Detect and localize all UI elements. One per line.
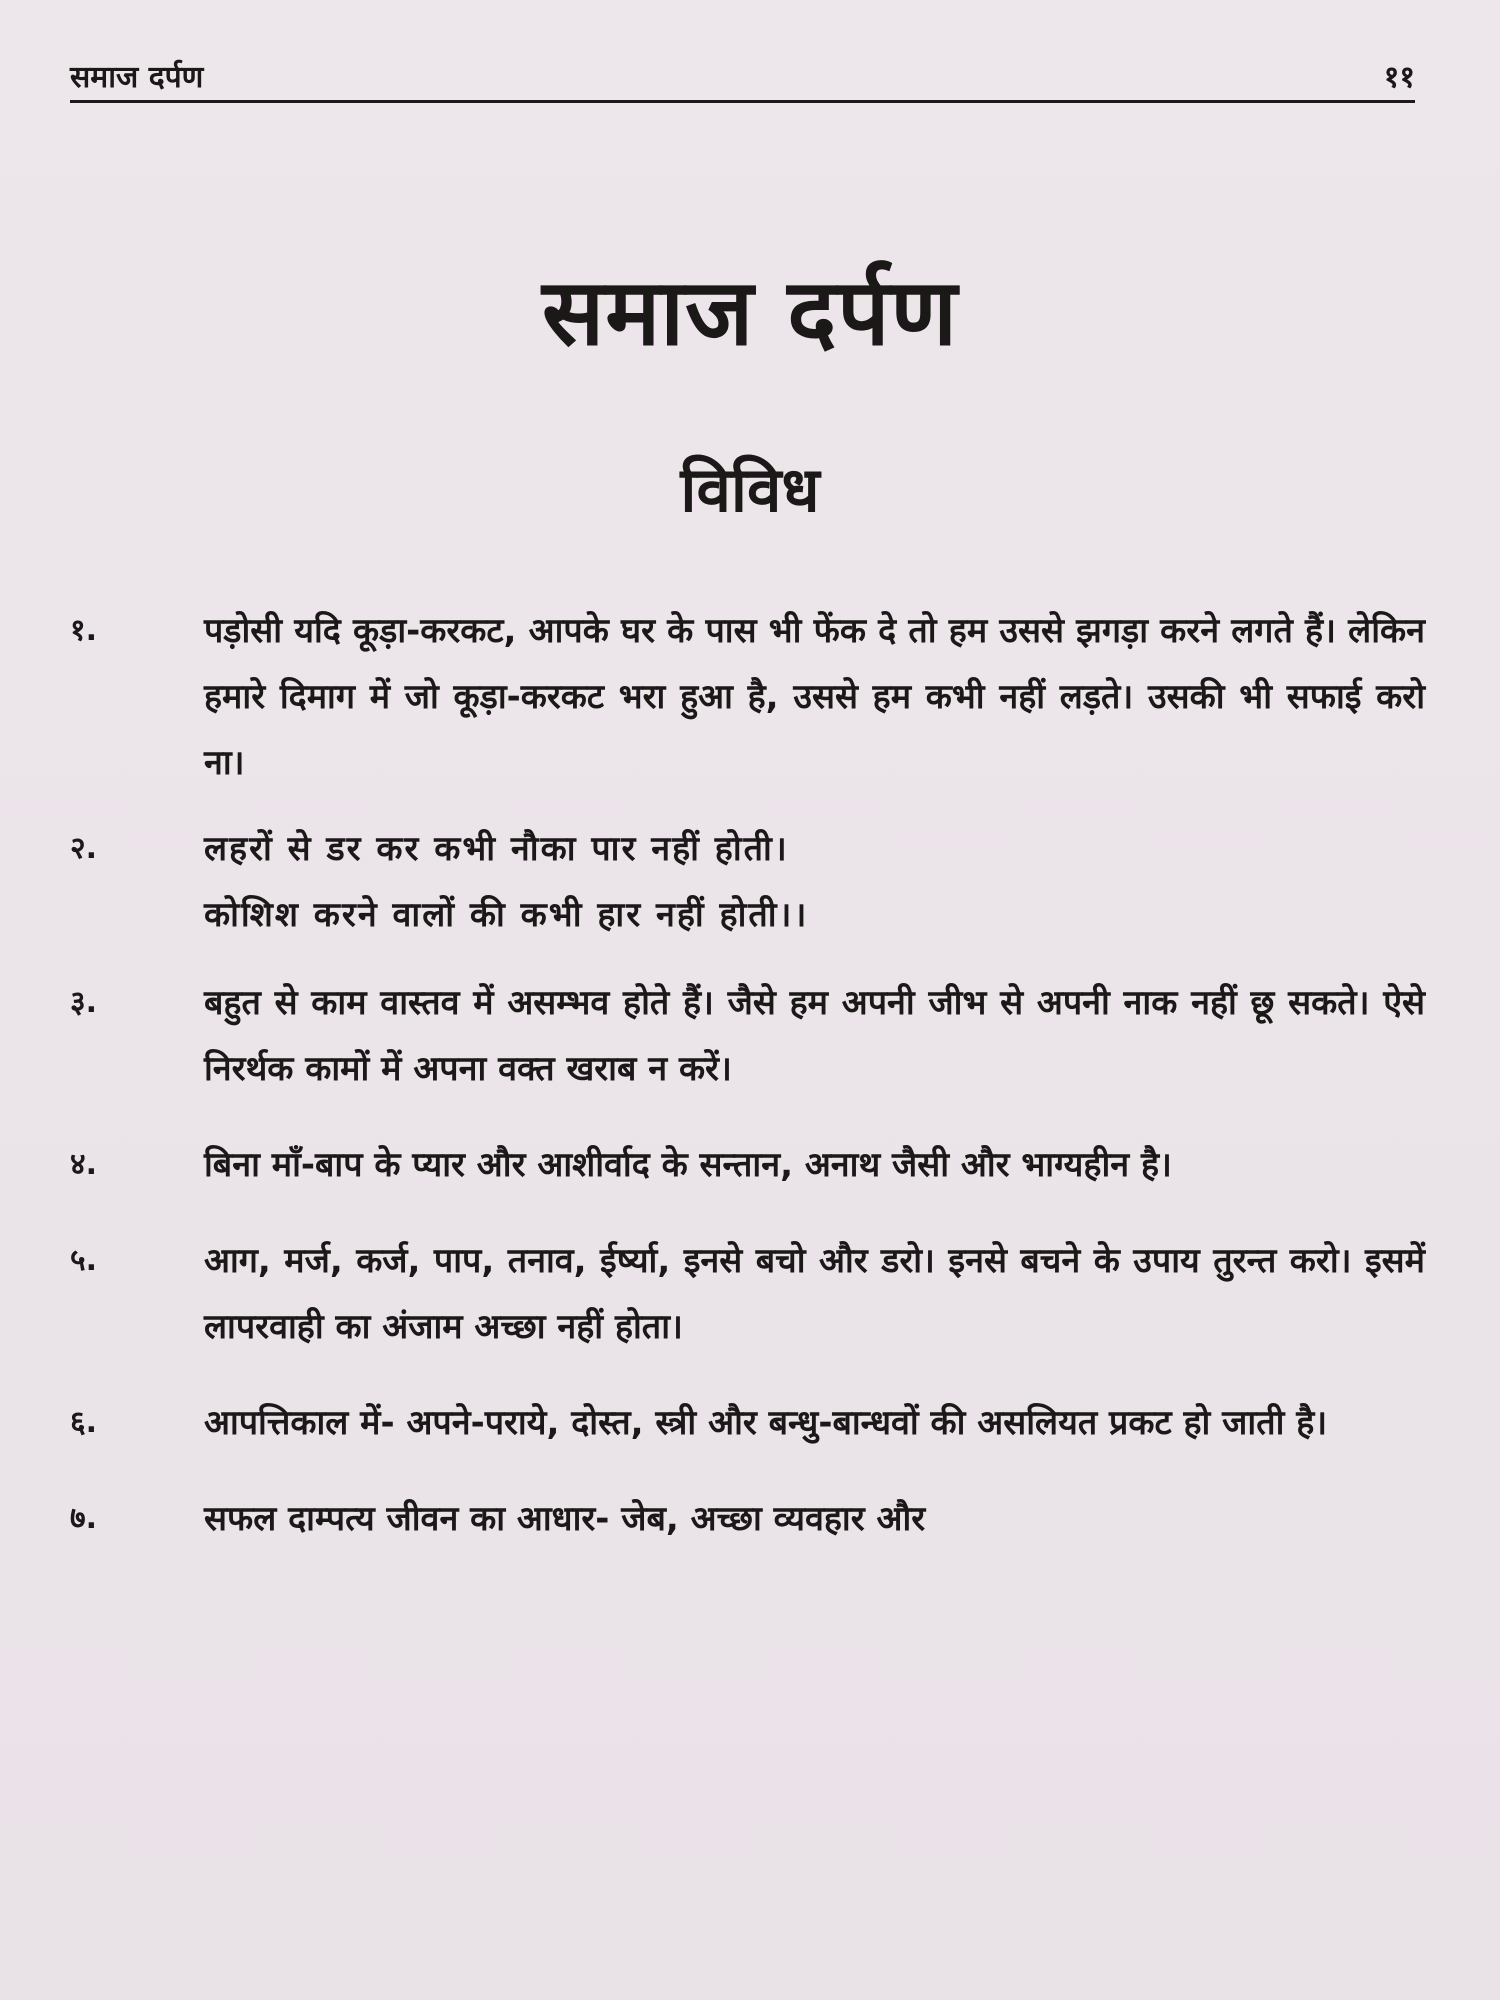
- entry-text: आग, मर्ज, कर्ज, पाप, तनाव, ईर्ष्या, इनसे बचो और डरो। इनसे बचने के उपाय तुरन्त करो। इसमें लापरवाही का अंजाम अच्छा नहीं होता।: [204, 1241, 1425, 1347]
- entry-list: [70, 598, 1425, 1552]
- entry-number: ४.: [70, 1147, 97, 1182]
- list-item: [70, 1390, 1425, 1456]
- entry-number: ३.: [70, 985, 97, 1020]
- entry-text: आपत्तिकाल में- अपने-पराये, दोस्त, स्त्री और बन्धु-बान्धवों की असलियत प्रकट हो जाती है।: [204, 1403, 1328, 1443]
- list-item: [70, 816, 1425, 948]
- entry-number: ५.: [70, 1243, 97, 1278]
- entry-number: ६.: [70, 1405, 97, 1440]
- entry-number: ७.: [70, 1501, 97, 1536]
- page-title: समाज दर्पण: [542, 259, 958, 366]
- page-number: ११: [1383, 60, 1415, 95]
- couplet-line: कोशिश करने वालों की कभी हार नहीं होती।।: [204, 895, 809, 935]
- entry-number: २.: [70, 831, 97, 866]
- entry-text: सफल दाम्पत्य जीवन का आधार- जेब, अच्छा व्यवहार और: [204, 1499, 926, 1539]
- entry-couplet: [204, 816, 1425, 948]
- entry-text: पड़ोसी यदि कूड़ा-करकट, आपके घर के पास भी फेंक दे तो हम उससे झगड़ा करने लगते हैं। लेकिन हमारे दिमाग में जो कूड़ा-करकट भरा हुआ है, उससे हम कभी नहीं लड़ते। उसकी भी सफाई करो ना।: [204, 611, 1425, 783]
- list-item: [70, 1228, 1425, 1360]
- running-title: समाज दर्पण: [70, 60, 204, 95]
- entry-text: बिना माँ-बाप के प्यार और आशीर्वाद के सन्तान, अनाथ जैसी और भाग्यहीन है।: [204, 1145, 1172, 1185]
- entry-text: बहुत से काम वास्तव में असम्भव होते हैं। जैसे हम अपनी जीभ से अपनी नाक नहीं छू सकते। ऐसे निरर्थक कामों में अपना वक्त खराब न करें।: [204, 983, 1425, 1089]
- section-subtitle: विविध: [680, 453, 820, 526]
- list-item: [70, 1132, 1425, 1198]
- entry-number: १.: [70, 613, 97, 648]
- list-item: [70, 598, 1425, 796]
- couplet-line: लहरों से डर कर कभी नौका पार नहीं होती।: [204, 829, 789, 869]
- running-header: [70, 58, 1415, 103]
- list-item: [70, 1486, 1425, 1552]
- list-item: [70, 970, 1425, 1102]
